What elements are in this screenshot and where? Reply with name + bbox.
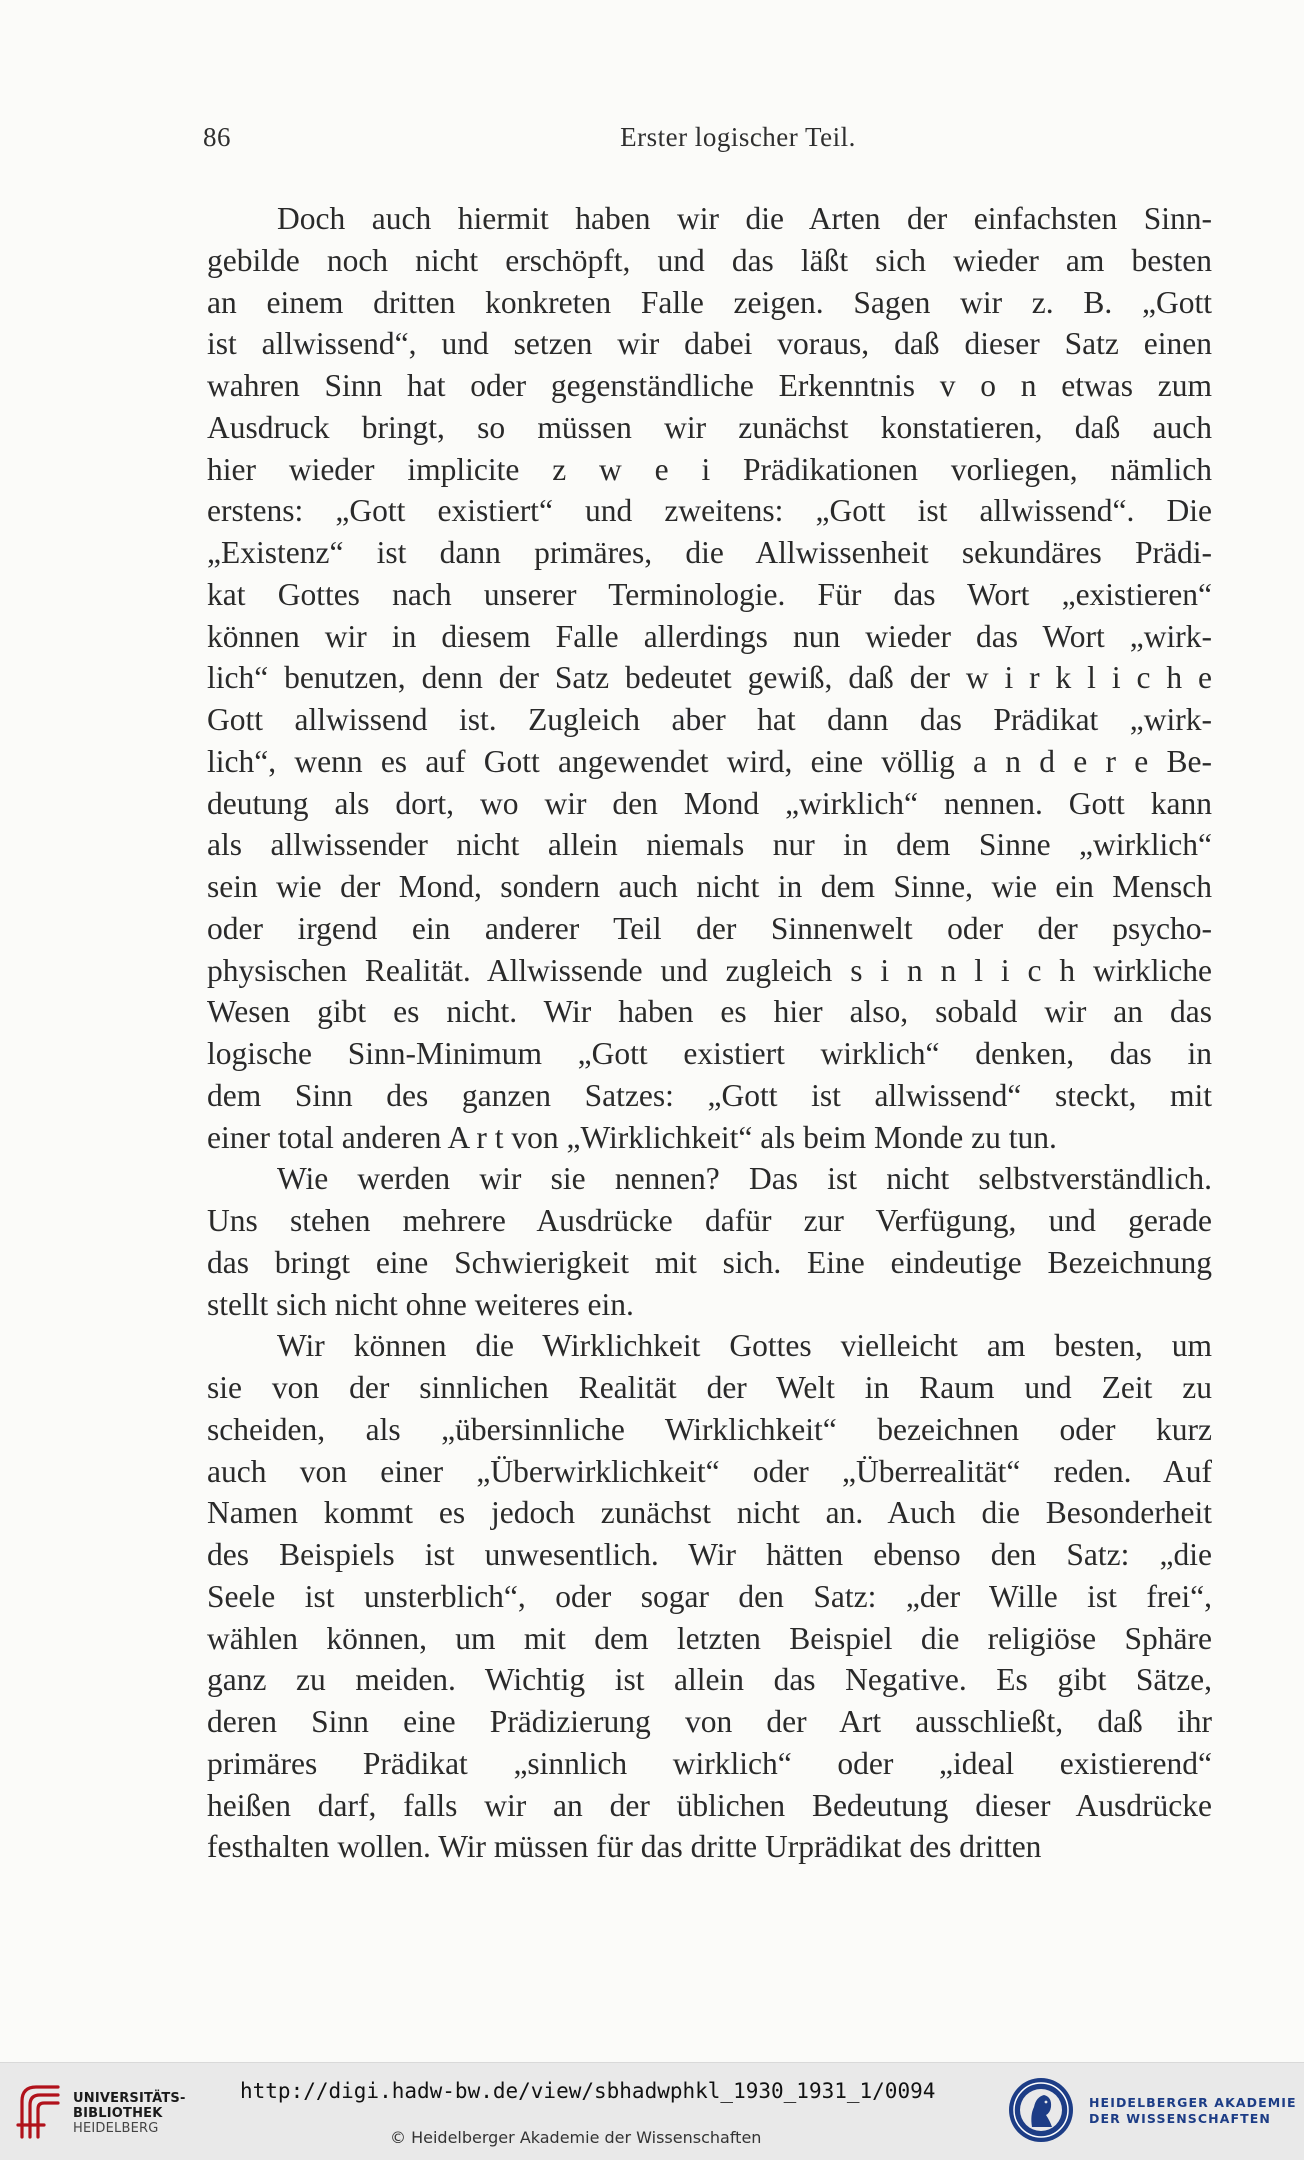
text-line: können wir in diesem Falle allerdings nun wieder das Wort „wirk- — [207, 618, 1212, 654]
text-line: Doch auch hiermit haben wir die Arten der einfachsten Sinn- — [277, 201, 1212, 236]
paragraph-2 — [207, 1158, 1212, 1325]
text-line: sein wie der Mond, sondern auch nicht in dem Sinne, wie ein Mensch — [207, 869, 1212, 904]
page-number: 86 — [203, 122, 231, 152]
text-line: auch von einer „Überwirklichkeit“ oder „Überrealität“ reden. Auf — [207, 1453, 1212, 1489]
text-line: Namen kommt es jedoch zunächst nicht an. Auch die Besonderheit — [207, 1495, 1212, 1531]
text-line: lich“ benutzen, denn der Satz bedeutet gewiß, daß der w i r k l i c h e — [207, 660, 1212, 696]
text-line: Uns stehen mehrere Ausdrücke dafür zur Verfügung, und gerade — [207, 1203, 1212, 1238]
text-line: „Existenz“ ist dann primäres, die Allwissenheit sekundäres Prädi- — [207, 535, 1212, 570]
text-line: gebilde noch nicht erschöpft, und das läßt sich wieder am besten — [207, 242, 1212, 278]
text-line: als allwissender nicht allein niemals nur in dem Sinne „wirklich“ — [207, 827, 1212, 863]
permalink-url[interactable]: http://digi.hadw-bw.de/view/sbhadwphkl_1930_1931_1/0094 — [240, 2079, 936, 2103]
text-line: des Beispiels ist unwesentlich. Wir hätten ebenso den Satz: „die — [207, 1537, 1212, 1572]
text-line: Wesen gibt es nicht. Wir haben es hier also, sobald wir an das — [207, 994, 1212, 1030]
text-line: an einem dritten konkreten Falle zeigen. Sagen wir z. B. „Gott — [207, 284, 1212, 320]
academy-name: HEIDELBERGER AKADEMIE DER WISSENSCHAFTEN — [1089, 2095, 1297, 2126]
text-line: heißen darf, falls wir an der üblichen Bedeutung dieser Ausdrücke — [207, 1787, 1212, 1823]
academy-seal-icon — [1006, 2075, 1076, 2145]
text-line: Seele ist unsterblich“, oder sogar den Satz: „der Wille ist frei“, — [207, 1578, 1212, 1614]
running-title: Erster logischer Teil. — [620, 122, 856, 152]
text-line: Gott allwissend ist. Zugleich aber hat dann das Prädikat „wirk- — [207, 702, 1212, 737]
text-line: festhalten wollen. Wir müssen für das dritte Urprädikat des dritten — [207, 1829, 1042, 1865]
text-line: wahren Sinn hat oder gegenständliche Erkenntnis v o n etwas zum — [207, 368, 1212, 403]
text-line: lich“, wenn es auf Gott angewendet wird, eine völlig a n d e r e Be- — [207, 743, 1212, 779]
text-line: Ausdruck bringt, so müssen wir zunächst konstatieren, daß auch — [207, 409, 1212, 445]
text-line: stellt sich nicht ohne weiteres ein. — [207, 1286, 634, 1322]
text-line: hier wieder implicite z w e i Prädikationen vorliegen, nämlich — [207, 451, 1212, 487]
text-line: deutung als dort, wo wir den Mond „wirklich“ nennen. Gott kann — [207, 785, 1212, 821]
paragraph-3 — [207, 1325, 1212, 1868]
text-line: einer total anderen A r t von „Wirklichkeit“ als beim Monde zu tun. — [207, 1119, 1057, 1155]
text-line: erstens: „Gott existiert“ und zweitens: „Gott ist allwissend“. Die — [207, 493, 1212, 529]
paragraph-1 — [207, 198, 1212, 1158]
text-line: scheiden, als „übersinnliche Wirklichkeit“ bezeichnen oder kurz — [207, 1411, 1212, 1447]
text-line: dem Sinn des ganzen Satzes: „Gott ist allwissend“ steckt, mit — [207, 1077, 1212, 1113]
text-line: Wir können die Wirklichkeit Gottes vielleicht am besten, um — [277, 1328, 1212, 1364]
text-line: das bringt eine Schwierigkeit mit sich. Eine eindeutige Bezeichnung — [207, 1244, 1212, 1280]
text-line: primäres Prädikat „sinnlich wirklich“ oder „ideal existierend“ — [207, 1745, 1212, 1781]
text-line: physischen Realität. Allwissende und zugleich s i n n l i c h wirkliche — [207, 952, 1212, 988]
running-head — [203, 122, 1165, 162]
text-line: sie von der sinnlichen Realität der Welt in Raum und Zeit zu — [207, 1370, 1212, 1405]
university-library-logo-icon — [14, 2079, 66, 2143]
text-line: ganz zu meiden. Wichtig ist allein das Negative. Es gibt Sätze, — [207, 1662, 1212, 1698]
copyright-notice: © Heidelberger Akademie der Wissenschaften — [390, 2128, 762, 2147]
text-line: wählen können, um mit dem letzten Beispiel die religiöse Sphäre — [207, 1620, 1212, 1656]
text-line: deren Sinn eine Prädizierung von der Art ausschließt, daß ihr — [207, 1704, 1212, 1739]
text-line: ist allwissend“, und setzen wir dabei voraus, daß dieser Satz einen — [207, 326, 1212, 362]
text-line: kat Gottes nach unserer Terminologie. Für das Wort „existieren“ — [207, 576, 1212, 612]
body-text — [207, 198, 1212, 1868]
text-line: oder irgend ein anderer Teil der Sinnenwelt oder der psycho- — [207, 910, 1212, 946]
text-line: Wie werden wir sie nennen? Das ist nicht selbstverständlich. — [277, 1161, 1212, 1197]
text-line: logische Sinn-Minimum „Gott existiert wirklich“ denken, das in — [207, 1036, 1212, 1071]
footer-bar — [0, 2062, 1304, 2160]
university-library-name: UNIVERSITÄTS- BIBLIOTHEK HEIDELBERG — [73, 2091, 186, 2136]
